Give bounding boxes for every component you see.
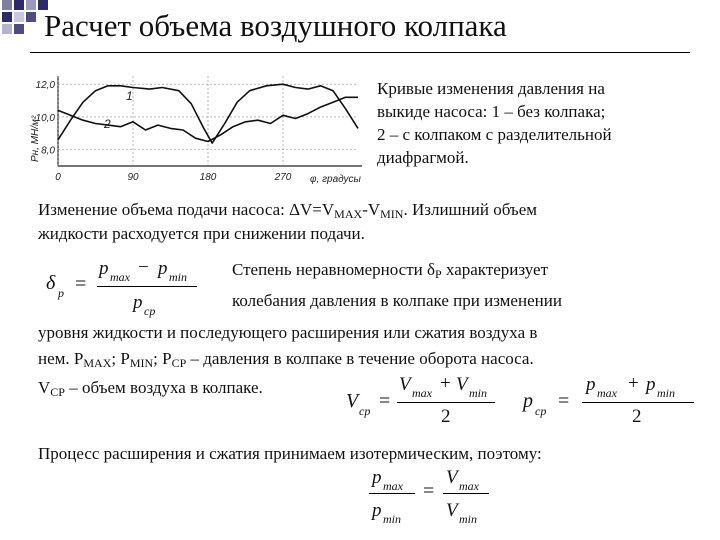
caption-line: 2 – с колпаком с разделительной (377, 125, 612, 144)
y-tick-label: 8,0 (41, 145, 55, 157)
nonuniformity-text-line5: $V_{CP}$ – объем воздуха в колпаке. (38, 378, 263, 399)
fraction-bar (397, 402, 495, 403)
caption-line: Кривые изменения давления на (377, 79, 605, 98)
x-tick-label: 0 (55, 172, 61, 183)
x-axis-label: φ, градусы (310, 174, 361, 185)
isothermal-text: Процесс расширения и сжатия принимаем изотермическим, поэтому: (38, 444, 542, 463)
y-tick-label: 12,0 (35, 80, 55, 92)
chart-caption (377, 77, 612, 169)
caption-line: выкиде насоса: 1 – без колпака; (377, 102, 606, 121)
fraction-bar (443, 493, 489, 494)
fraction-bar (97, 286, 197, 287)
nonuniformity-text-line2: колебания давления в колпаке при изменении (232, 291, 562, 310)
x-tick-label: 180 (199, 172, 217, 183)
x-tick-label: 90 (127, 172, 139, 183)
fraction-bar (369, 493, 415, 494)
chart-grid (58, 76, 358, 166)
pressure-chart (28, 70, 368, 190)
curve-label-2: 2 (104, 117, 111, 131)
nonuniformity-text-line1: Степень неравномерности $\delta_P$ характеризует (232, 260, 549, 281)
x-tick-label: 270 (274, 172, 292, 183)
volume-change-text-line2: жидкости расходуется при снижении подачи. (38, 224, 365, 243)
caption-line: диафрагмой. (377, 148, 469, 167)
nonuniformity-text-line3: уровня жидкости и последующего расширения или сжатия воздуха в (38, 323, 538, 342)
curve-label-1: 1 (126, 89, 133, 103)
nonuniformity-text-line4: нем. $P_{MAX}$; $P_{MIN}$; $P_{CP}$ – давления в колпаке в течение оборота насоса. (38, 349, 534, 370)
y-axis-label: Pн, МН/м² (30, 115, 41, 162)
fraction-bar (582, 402, 694, 403)
slide-title: Расчет объема воздушного колпака (44, 8, 507, 43)
y-tick-label: 10,0 (35, 112, 55, 124)
title-underline (30, 52, 690, 53)
volume-change-text: Изменение объема подачи насоса: $\Delta V=V_{MAX}-V_{MIN}$. Излишний объем (38, 200, 538, 221)
chart-ticks (36, 80, 292, 183)
